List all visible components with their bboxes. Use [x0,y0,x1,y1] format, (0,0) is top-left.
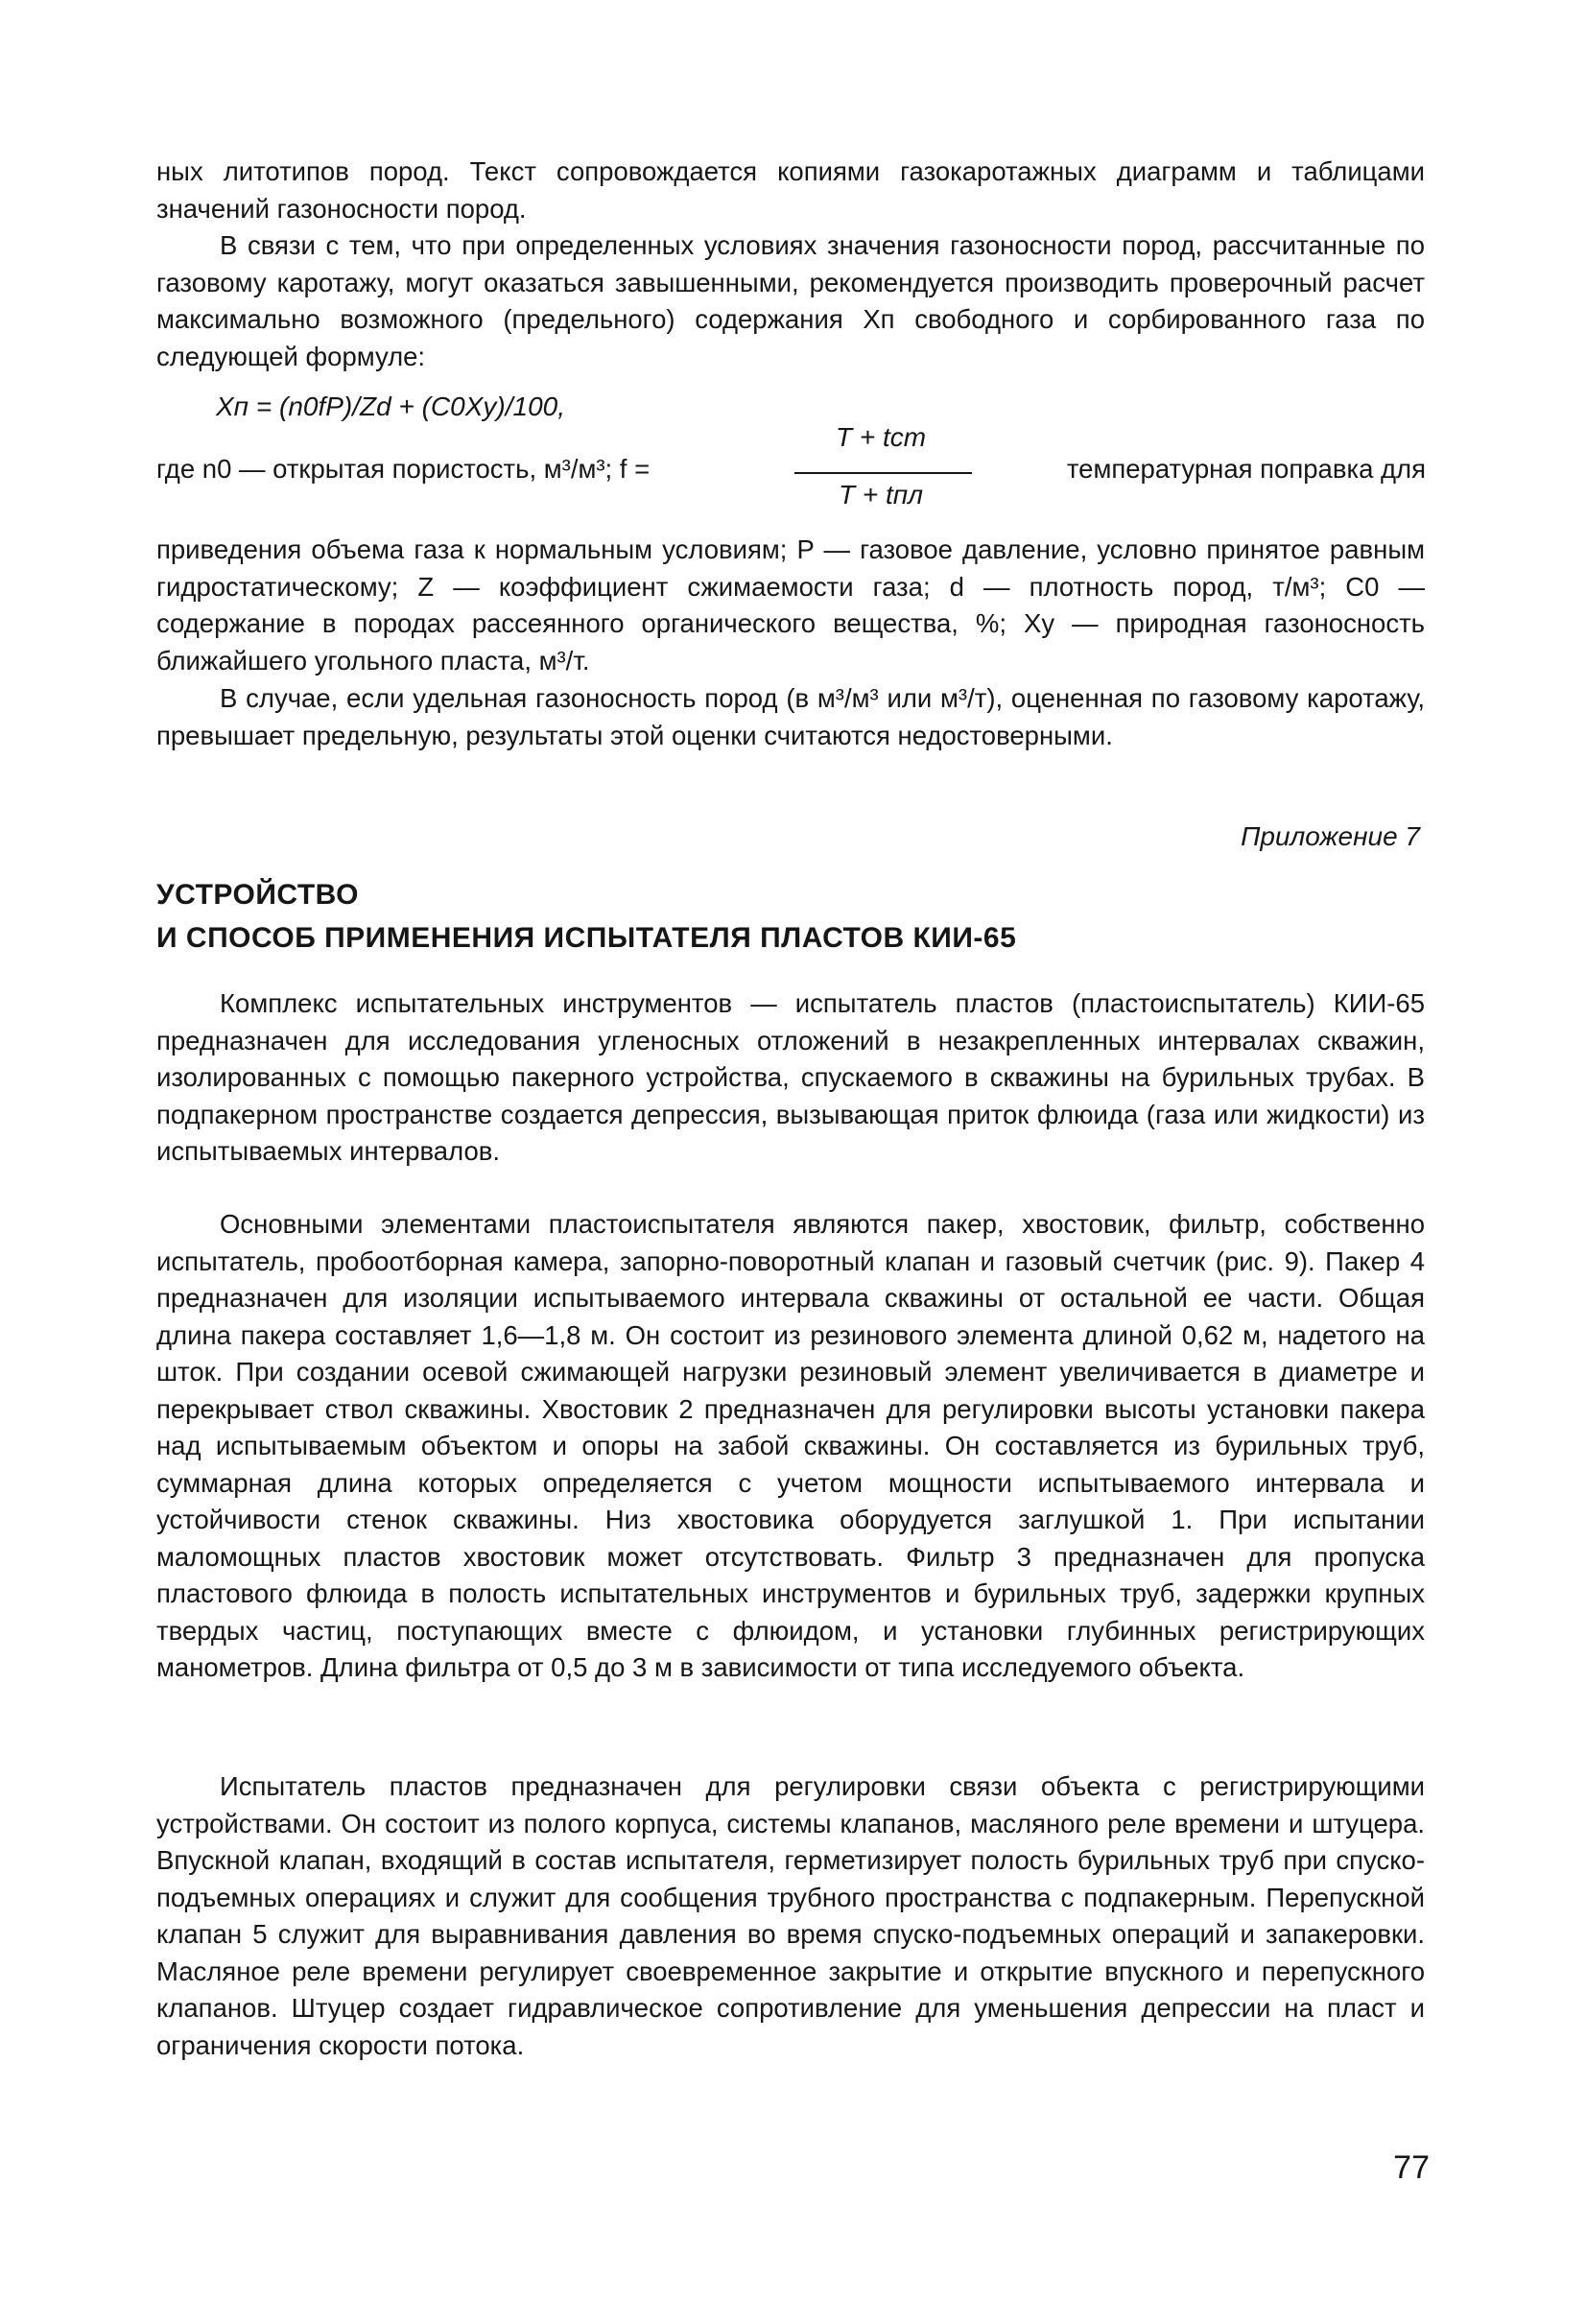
paragraph-definitions: приведения объема газа к нормальным условиям; P — газовое давление, условно принятое равным гидростатическому; Z — коэффициент сжимаемости газа; d — плотность пород, т/м³; C0 — содержание в породах рассеянного органического вещества, %; Xy — природная газоносность ближайшего угольного пласта, м³/т. [156,534,1425,676]
paragraph-complex: Комплекс испытательных инструментов — испытатель пластов (пластоиспытатель) КИИ-65 предназначен для исследования угленосных отложений в незакрепленных интервалах скважин, изолированных с помощью пакерного устройства, спускаемого в скважины на бурильных трубах. В подпакерном пространстве создается депрессия, вызывающая приток флюида (газа или жидкости) из испытываемых интервалов. [156,988,1425,1166]
paragraph-tester-block [156,1768,1425,2064]
fraction-denominator: T + tпл [839,480,923,510]
paragraph-case-block [156,680,1425,754]
paragraph-top: ных литотипов пород. Текст сопровождается копиями газокаротажных диаграмм и таблицами значений газоносности пород. [156,156,1425,224]
paragraph-intro: В связи с тем, что при определенных условиях значения газоносности пород, рассчитанные по газовому каротажу, могут оказаться завышенными, рекомендуется производить проверочный расчет максимально возможного (предельного) содержания Xп свободного и сорбированного газа по следующей формуле: [156,230,1425,371]
where-tail: температурная поправка для [1066,454,1426,484]
where-line-text: где n0 — открытая пористость, м³/м³; f = [156,454,651,484]
heading-line-2: И СПОСОБ ПРИМЕНЕНИЯ ИСПЫТАТЕЛЯ ПЛАСТОВ КИИ-65 [156,922,1017,954]
paragraph-top-block [156,154,1425,227]
paragraph-complex-block [156,985,1425,1171]
heading-line-1: УСТРОЙСТВО [156,879,359,911]
paragraph-intro-block [156,227,1425,375]
paragraph-definitions-block [156,532,1425,679]
fraction-bar [794,472,972,474]
paragraph-elements: Основными элементами пластоиспытателя являются пакер, хвостовик, фильтр, собственно испытатель, пробоотборная камера, запорно-поворотный клапан и газовый счетчик (рис. 9). Пакер 4 предназначен для изоляции испытываемого интервала скважины от остальной ее части. Общая длина пакера составляет 1,6—1,8 м. Он состоит из резинового элемента длиной 0,62 м, надетого на шток. При создании осевой сжимающей нагрузки резиновый элемент увеличивается в диаметре и перекрывает ствол скважины. Хвостовик 2 предназначен для регулировки высоты установки пакера над испытываемым объектом и опоры на забой скважины. Он составляется из бурильных труб, суммарная длина которых определяется с учетом мощности испытываемого интервала и устойчивости стенок скважины. Низ хвостовика оборудуется заглушкой 1. При испытании маломощных пластов хвостовик может отсутствовать. Фильтр 3 предназначен для пропуска пластового флюида в полость испытательных инструментов и бурильных труб, задержки крупных твердых частиц, поступающих вместе с флюидом, и установки глубинных регистрирующих манометров. Длина фильтра от 0,5 до 3 м в зависимости от типа исследуемого объекта. [156,1209,1425,1682]
paragraph-case: В случае, если удельная газоносность пород (в м³/м³ или м³/т), оцененная по газовому каротажу, превышает предельную, результаты этой оценки считаются недостоверными. [156,683,1425,750]
page-number: 77 [1393,2149,1430,2186]
paragraph-elements-block [156,1206,1425,1687]
section-heading [156,873,1423,960]
fraction-numerator: T + tст [835,422,927,452]
appendix-label: Приложение 7 [1241,821,1420,851]
paragraph-tester: Испытатель пластов предназначен для регулировки связи объекта с регистрирующими устройствами. Он состоит из полого корпуса, системы клапанов, масляного реле времени и штуцера. Впускной клапан, входящий в состав испытателя, герметизирует полость бурильных труб при спуско-подъемных операциях и служит для сообщения трубного пространства с подпакерным. Перепускной клапан 5 служит для выравнивания давления во время спуско-подъемных операций и запакеровки. Масляное реле времени регулирует своевременное закрытие и открытие впускного и перепускного клапанов. Штуцер создает гидравлическое сопротивление для уменьшения депрессии на пласт и ограничения скорости потока. [156,1771,1425,2060]
formula: Xп = (n0fP)/Zd + (C0Xy)/100, [216,391,565,421]
